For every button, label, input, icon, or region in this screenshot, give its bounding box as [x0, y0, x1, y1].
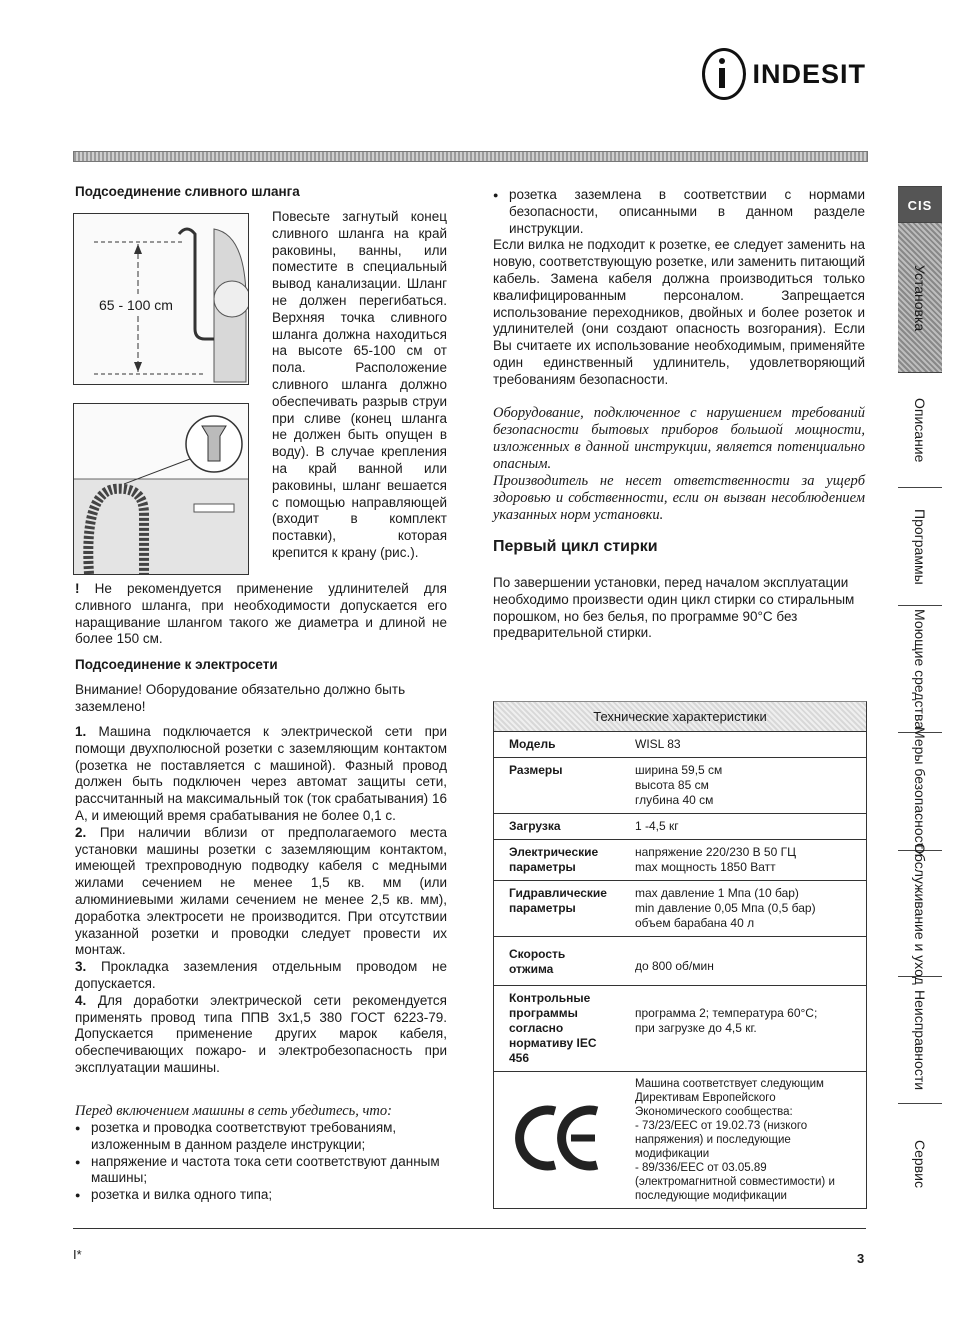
page-number: 3 [857, 1251, 865, 1266]
check-intro: Перед включением машины в сеть убедитесь, что: [75, 1103, 392, 1119]
check-list [75, 1120, 447, 1204]
footer-mark: I* [73, 1247, 82, 1262]
specs-table [493, 701, 867, 1209]
elec-header: Подсоединение к электросети [75, 657, 278, 672]
first-cycle-text: По завершении установки, перед началом эксплуатации необходимо произвести один цикл стирки со стиральным порошком, но без белья, по программе 90°С без предварительной стирки. [493, 575, 855, 641]
safety-note-1: Оборудование, подключенное с нарушением требований безопасности бытовых приборов большой мощности, изложенных в данной инструкции, является потенциально опасным. [493, 405, 865, 472]
check-item: ● розетка и проводка соответствуют требованиям, изложенным в данном разделе инструкции; [75, 1120, 447, 1154]
table-row: Контрольные программы согласно нормативу IEC 456 программа 2; температура 60°С; при загрузке до 4,5 кг. [494, 986, 866, 1072]
first-cycle-header: Первый цикл стирки [493, 538, 658, 555]
footer-divider [73, 1228, 866, 1229]
tab-installation[interactable]: Установка [898, 222, 942, 373]
tab-programs[interactable]: Программы [898, 487, 942, 606]
drain-height-figure [73, 213, 249, 385]
tab-lang[interactable]: CIS [898, 186, 942, 223]
elec-item: 1. Машина подключается к электрической сети при помощи двухполюсной розетки с заземляющим контактом (розетка не поставляется с машиной). Фазный провод должен быть подключен через автомат защиты сети, рассчитанный на максимальный ток (ток срабатывания) 16 А, и имеющий время срабатывания не более 0,1 с. [75, 724, 447, 823]
elec-item: 4. Для доработки электрической сети рекомендуется применять провод типа ППВ 3х1,5 380 ГОСТ 6223-79. Допускается применение других марок кабеля, обеспечивающих пожаро- и электробезопасность при эксплуатации машины. [75, 992, 447, 1075]
drain-text: Повесьте загнутый конец сливного шланга на край раковины, ванны, или поместите в специальный вывод канализации. Шланг не должен перегибаться. Верхняя точка сливного шланга должна находиться на высоте 65-100 см от пола. Расположение сливного шланга должно обеспечивать разрыв струи при сливе (конец шланга не должен быть опущен в воду). В случае крепления на край ванной или раковины, шланг вешается с помощью направляющей (входит в комплект поставки), которая крепится к крану (рис.). [272, 209, 447, 560]
table-row: Электрические параметры напряжение 220/230 В 50 ГЦ max мощность 1850 Ватт [494, 840, 866, 881]
drain-warning [75, 581, 447, 648]
drain-height-label: 65 - 100 cm [99, 297, 173, 313]
tab-troubleshooting[interactable]: Неисправности [898, 976, 942, 1104]
tab-detergents[interactable]: Моющие средства [898, 605, 942, 733]
brand-logo [702, 48, 866, 100]
grounding-bullet: ● розетка заземлена в соответствии с нормами безопасности, описанными в данном разделе инструкции. [493, 187, 865, 237]
elec-item: 3. Прокладка заземления отдельным проводом не допускается. [75, 959, 447, 991]
ce-text: Машина соответствует следующим Директивам Европейского Экономического сообщества: - 73/23/EEC от 19.02.73 (низкого напряжения) и последующие модификации - 89/336/EEC от 03.05.89 (электромагнитной совместимости) и последующие модификации [620, 1072, 866, 1209]
right-text [493, 187, 865, 389]
brand-name: INDESIT [752, 58, 866, 89]
tab-description[interactable]: Описание [898, 372, 942, 488]
plug-paragraph: Если вилка не подходит к розетке, ее следует заменить на новую, соответствующую розетке, или заменить питающий кабель. Замена кабеля должна производиться только квалифицированным персоналом. Запрещается использование переходников, двойных и более розеток и удлинителей (они создают опасность возгорания). Если Вы считаете их использование необходимым, применяйте один единственный удлинитель, удовлетворяющий требованиям безопасности. [493, 237, 865, 387]
table-row: Гидравлические параметры max давление 1 Мпа (10 бар) min давление 0,05 Мпа (0,5 бар) объем барабана 40 л [494, 881, 866, 937]
tab-service[interactable]: Сервис [898, 1103, 942, 1224]
check-item: ● напряжение и частота тока сети соответствуют данным машины; [75, 1154, 447, 1188]
elec-items [75, 724, 447, 1077]
header-divider [73, 151, 868, 162]
table-row: Скорость отжима до 800 об/мин [494, 937, 866, 986]
ce-mark-icon [515, 1103, 605, 1173]
warning-mark: ! [75, 581, 80, 596]
check-item: ● розетка и вилка одного типа; [75, 1187, 447, 1204]
specs-title: Технические характеристики [494, 702, 866, 731]
elec-item: 2. При наличии вблизи от предполагаемого места установки машины розетки с заземляющим контактом, имеющей трехпроводную подводку кабеля с медными жилами сечением не менее 1,5 кв. мм (или алюминиевыми жилами сечением не менее 2,5 кв. мм), доработка электросети не производится. При отсутствии указанной розетки и проводки следует провести их монтаж. [75, 824, 447, 958]
drain-header: Подсоединение сливного шланга [75, 184, 300, 199]
elec-attention: Внимание! Оборудование обязательно должно быть заземлено! [75, 682, 406, 714]
table-row: Загрузка 1 -4,5 кг [494, 814, 866, 840]
tab-safety[interactable]: Меры безопасности [898, 732, 942, 851]
hose-guide-figure [73, 403, 249, 575]
table-row [494, 1072, 866, 1209]
logo-i-icon [702, 48, 746, 100]
warning-text: Не рекомендуется применение удлинителей для сливного шланга, при необходимости допускается его наращивание шлангом такого же диаметра и длиной не более 150 см. [75, 581, 447, 647]
table-row: Размеры ширина 59,5 см высота 85 см глубина 40 см [494, 758, 866, 814]
table-row: Модель WISL 83 [494, 732, 866, 758]
safety-note-2: Производитель не несет ответственности за ущерб здоровью и собственности, если он вызван несоблюдением указанных норм установки. [493, 473, 865, 523]
tab-maintenance[interactable]: Обслуживание и уход [898, 850, 942, 977]
